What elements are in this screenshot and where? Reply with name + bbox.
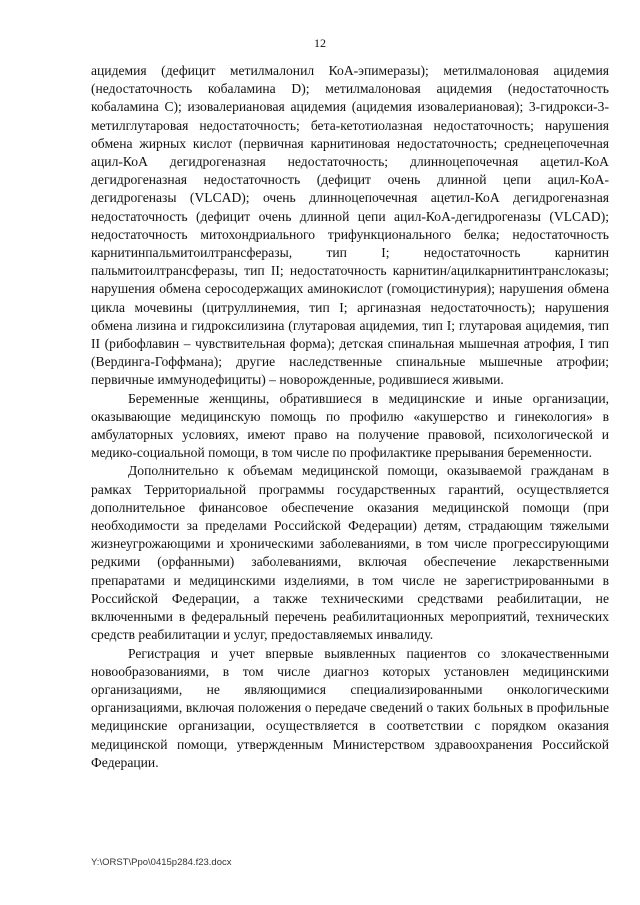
paragraph-pregnant-women: Беременные женщины, обратившиеся в медицинские и иные организации, оказывающие медицинскую помощь по профилю «акушерство и гинекология» в амбулаторных условиях, имеют право на получение правовой, психологической и медико-социальной помощи, в том числе по профилактике прерывания беременности. <box>91 390 609 461</box>
paragraph-continuation: ацидемия (дефицит метилмалонил КоА-эпимеразы); метилмалоновая ацидемия (недостаточность кобаламина D); метилмалоновая ацидемия (недостаточность кобаламина C); изовалериановая ацидемия (ацидемия изовалериановая); 3-гидрокси-3-метилглутаровая недостаточность; бета-кетотиолазная недостаточность; нарушения обмена жирных кислот (первичная карнитиновая недостаточность; среднецепочечная ацил-КоА дегидрогеназная недостаточность; длинноцепочечная ацетил-КоА дегидрогеназная недостаточность (дефицит очень длинной цепи ацил-КоА-дегидрогеназы (VLCAD); очень длинноцепочечная ацетил-КоА дегидрогеназная недостаточность (дефицит очень длинной цепи ацил-КоА-дегидрогеназы (VLCAD); недостаточность митохондриального трифункционального белка; недостаточность карнитинпальмитоилтрансферазы, тип I; недостаточность карнитин пальмитоилтрансферазы, тип II; недостаточность карнитин/ацилкарнитинтранслоказы; нарушения обмена серосодержащих аминокислот (гомоцистинурия); нарушения обмена цикла мочевины (цитруллинемия, тип I; аргиназная недостаточность); нарушения обмена лизина и гидроксилизина (глутаровая ацидемия, тип I; глутаровая ацидемия, тип II (рибофлавин – чувствительная форма); детская спинальная мышечная атрофия, I тип (Вердинга-Гоффмана); другие наследственные спинальные мышечные атрофии; первичные иммунодефициты) – новорожденные, родившиеся живыми. <box>91 63 609 388</box>
paragraph-additional-funding: Дополнительно к объемам медицинской помощи, оказываемой гражданам в рамках Территориальной программы государственных гарантий, осуществляется дополнительное финансовое обеспечение оказания медицинской помощи (при необходимости за пределами Российской Федерации) детям, страдающим тяжелыми жизнеугрожающими и хроническими заболеваниями, в том числе прогрессирующими редкими (орфанными) заболеваниями, включая обеспечение лекарственными препаратами и медицинскими изделиями, в том числе не зарегистрированными в Российской Федерации, а также техническими средствами реабилитации, не включенными в федеральный перечень реабилитационных мероприятий, технических средств реабилитации и услуг, предоставляемых инвалиду. <box>91 463 609 643</box>
paragraph-registration: Регистрация и учет впервые выявленных пациентов со злокачественными новообразованиями, в том числе диагноз которых установлен медицинскими организациями, не являющимися специализированными онкологическими организациями, включая положения о передаче сведений о таких больных в профильные медицинские организации, осуществляется в соответствии с порядком оказания медицинской помощи, утвержденным Министерством здравоохранения Российской Федерации. <box>91 645 609 770</box>
page-number: 12 <box>314 36 326 50</box>
file-path-footer: Y:\ORST\Ppo\0415p284.f23.docx <box>91 857 232 868</box>
document-body <box>91 62 609 772</box>
